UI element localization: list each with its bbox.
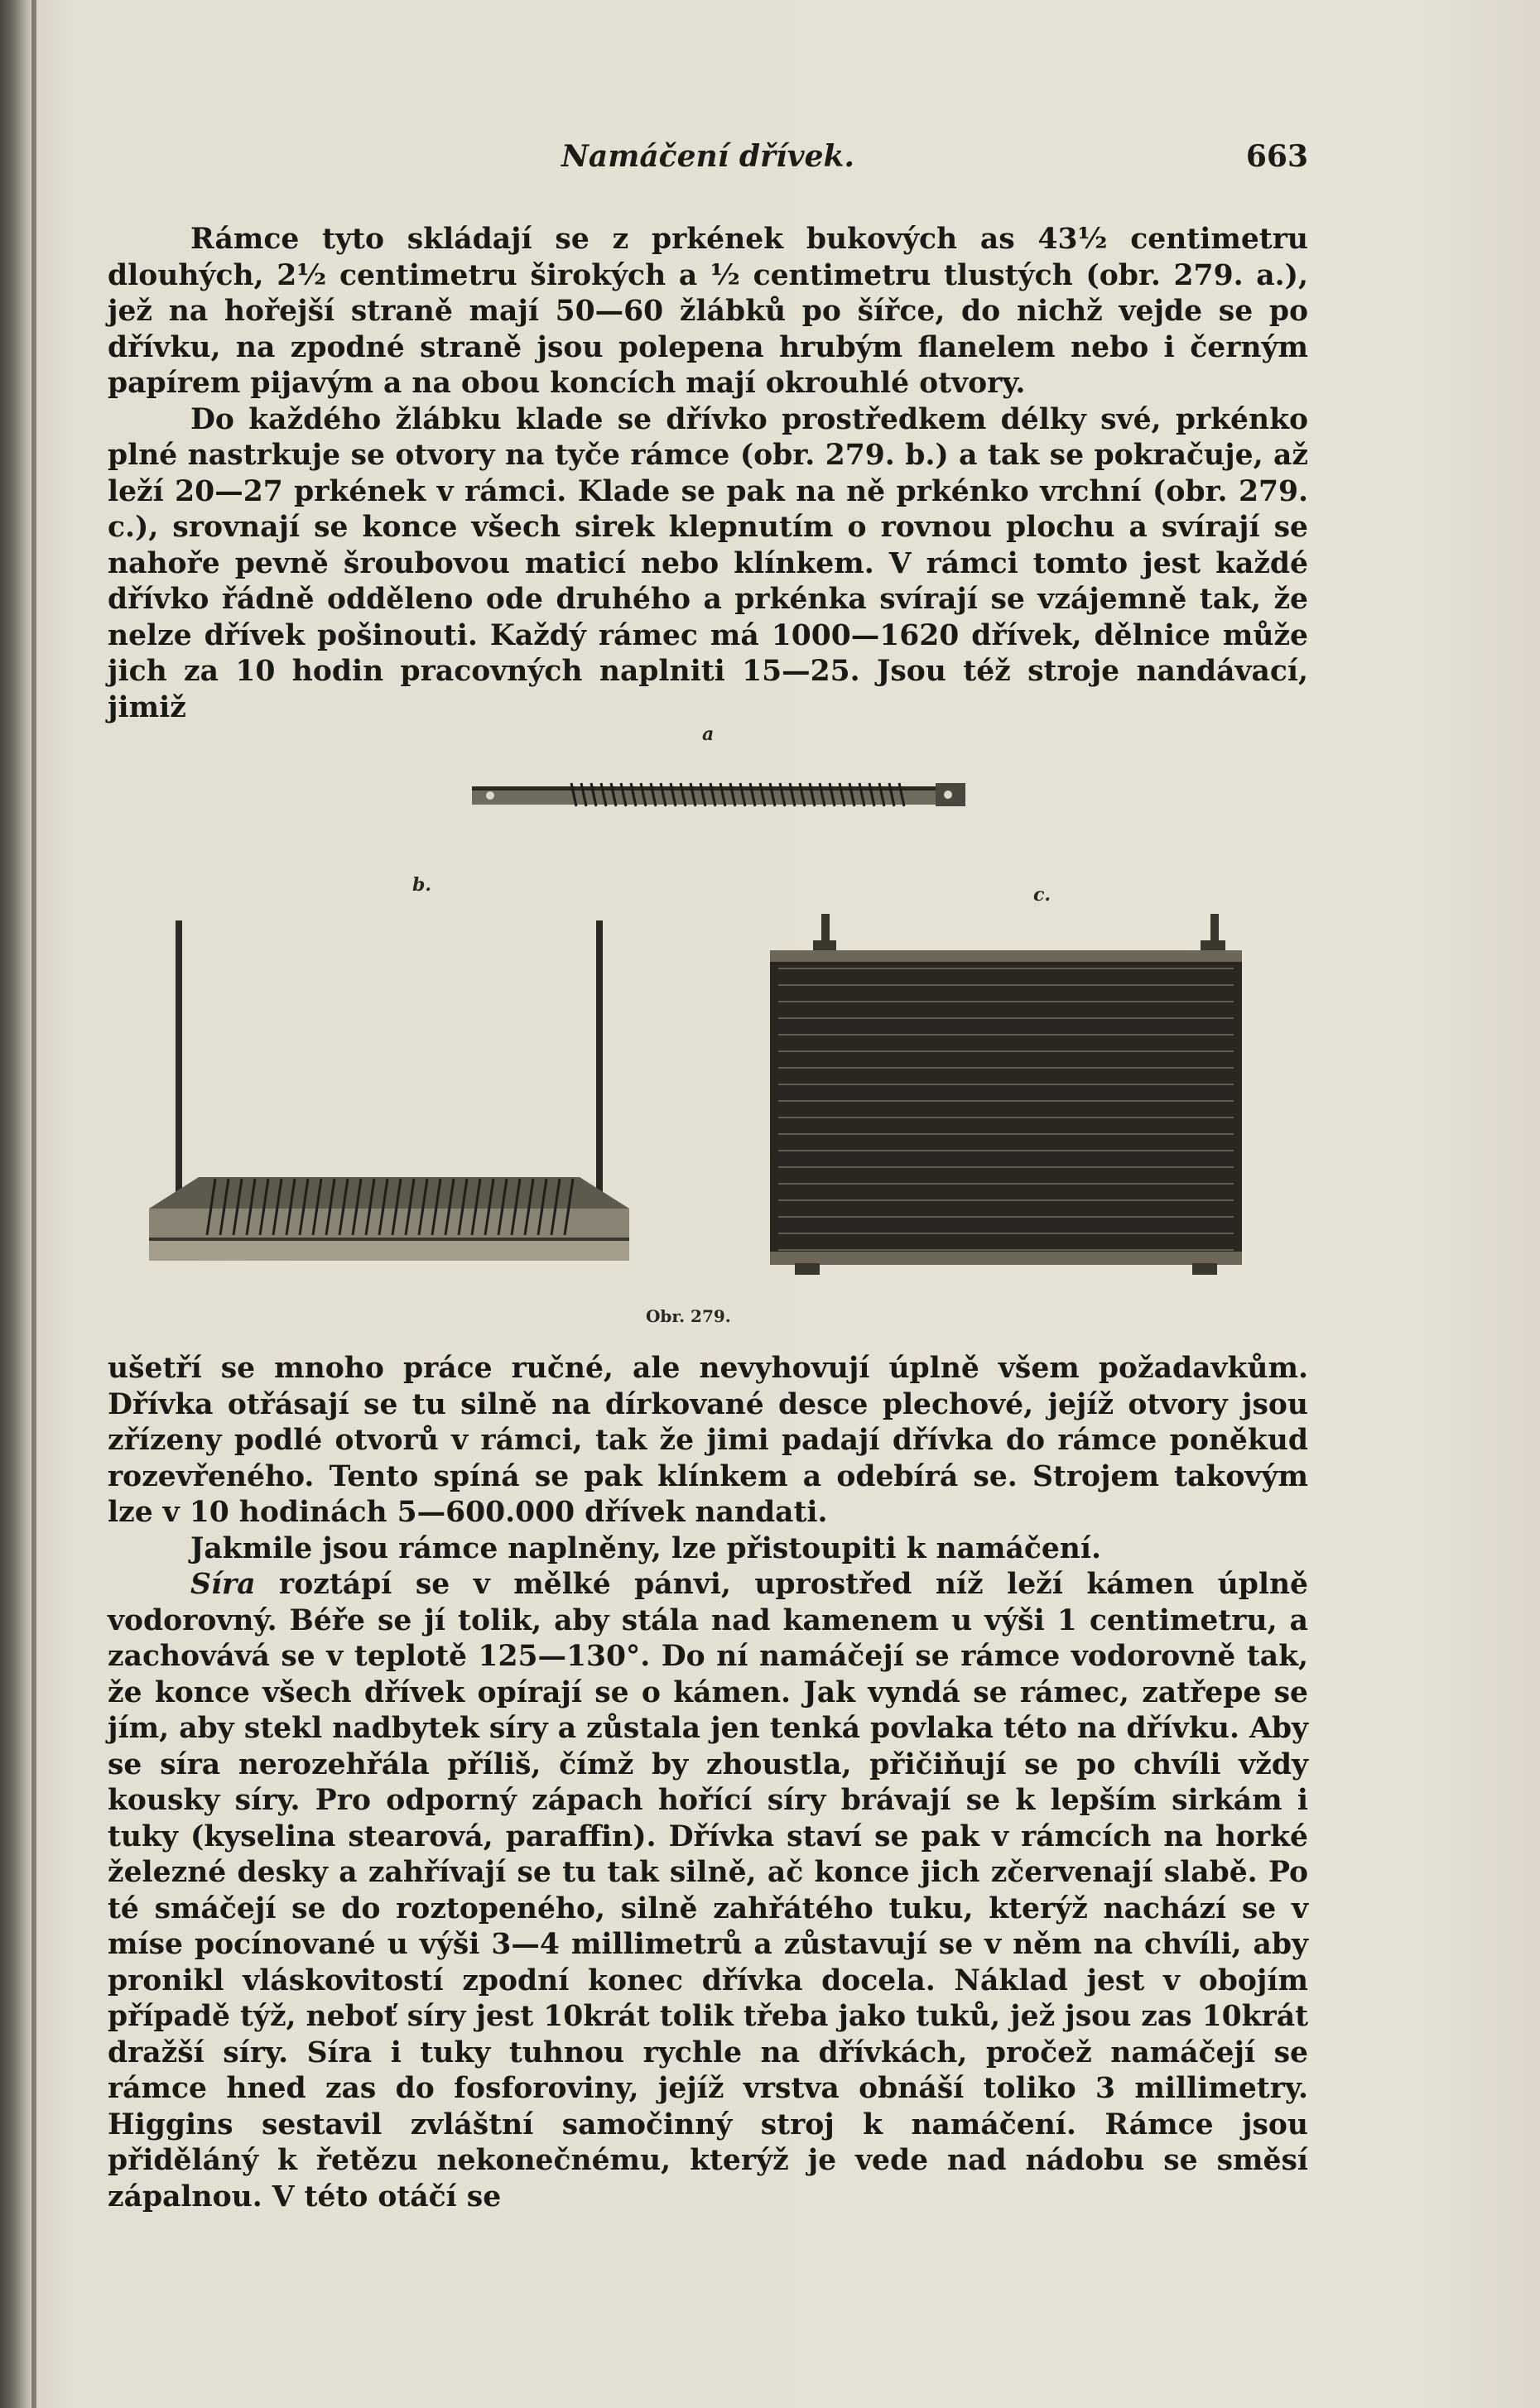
figure-label-c: c.	[1033, 884, 1052, 906]
paragraph-lead-word: Síra	[190, 1568, 256, 1601]
text-block-top	[108, 222, 1308, 726]
paragraph-sira	[108, 1567, 1308, 2215]
running-title: Namáčení dřívek.	[561, 139, 854, 174]
figure-caption: Obr. 279.	[646, 1306, 731, 1326]
figure-label-b: b.	[412, 874, 432, 896]
figure-279	[149, 712, 1308, 1341]
paragraph-body: roztápí se v mělké pánvi, uprostřed níž leží kámen úplně vodorovný. Béře se jí tolik, aby stála nad kamenem u výši 1 centimetru, a zachovává se v teplotě 125—130°. Do ní namáčejí se rámce vodorovně tak, že konce všech dřívek opírají se o kámen. Jak vyndá se rámec, zatřepe se jím, aby stekl nadbytek síry a zůstala jen tenká povlaka této na dřívku. Aby se síra nerozehřála příliš, čímž by zhoustla, přičiňují se po chvíli vždy kousky síry. Pro odporný zápach hořící síry brávají se k lepším sirkám i tuky (kyselina stearová, paraffin). Dřívka staví se pak v rámcích na horké železné desky a zahřívají se tu tak silně, ač konce jich zčervenají slabě. Po té smáčejí se do roztopeného, silně zahřátého tuku, kterýž nachází se v míse pocínované u výši 3—4 millimetrů a zůstavují se v něm na chvíli, aby pronikl vláskovitostí zpodní konec dřívka docela. Náklad jest v obojím případě týž, neboť síry jest 10krát tolik třeba jako tuků, jež jsou zas 10krát dražší síry. Síra i tuky tuhnou rychle na dřívkách, pročež namáčejí se rámce hned zas do fosforoviny, jejíž vrstva obnáší toliko 3 millimetry. Higgins sestavil zvláštní samočinný stroj k namáčení. Rámce jsou přiděláný k řetězu nekonečnému, kterýž je vede nad nádobu se směsí zápalnou. V této otáčí se	[108, 1568, 1308, 2213]
frame-illustration-b	[149, 911, 662, 1291]
paragraph: Jakmile jsou rámce naplněny, lze přistoupiti k namáčení.	[190, 1531, 1101, 1565]
paragraph-continuation: ušetří se mnoho práce ručné, ale nevyhovují úplně všem požadavkům. Dřívka otřásají se tu silně na dírkované desce plechové, jejíž otvory jsou zřízeny podlé otvorů v rámci, tak že jimi padají dřívka do rámce poněkud rozevřeného. Tento spíná se pak klínkem a odebírá se. Strojem takovým lze v 10 hodinách 5—600.000 dřívek nandati.	[108, 1352, 1308, 1529]
board-illustration-a	[472, 770, 969, 819]
book-spine-shadow	[31, 0, 36, 2408]
paragraph: Do každého žlábku klade se dřívko prostředkem délky své, prkénko plné nastrkuje se otvory na tyče rámce (obr. 279. b.) a tak se pokračuje, až leží 20—27 prkének v rámci. Klade se pak na ně prkénko vrchní (obr. 279. c.), srovnají se konce všech sirek klepnutím o rovnou plochu a svírají se nahoře pevně šroubovou maticí nebo klínkem. V rámci tomto jest každé dřívko řádně odděleno ode druhého a prkénka svírají se vzájemně tak, že nelze dřívek pošinouti. Každý rámec má 1000—1620 dřívek, dělnice může jich za 10 hodin pracovných naplniti 15—25. Jsou též stroje nandávací, jimiž	[108, 402, 1308, 724]
text-block-bottom	[108, 1351, 1308, 2215]
filled-frame-illustration-c	[770, 911, 1250, 1283]
page-header	[108, 139, 1308, 189]
page-number: 663	[1245, 139, 1308, 174]
figure-label-a: a	[702, 723, 715, 745]
paragraph: Rámce tyto skládají se z prkének bukových as 43½ centimetru dlouhých, 2½ centimetru širokých a ½ centimetru tlustých (obr. 279. a.), jež na hořejší straně mají 50—60 žlábků po šířce, do nichž vejde se po dřívku, na zpodné straně jsou polepena hrubým flanelem nebo i černým papírem pijavým a na obou koncích mají okrouhlé otvory.	[108, 223, 1308, 400]
